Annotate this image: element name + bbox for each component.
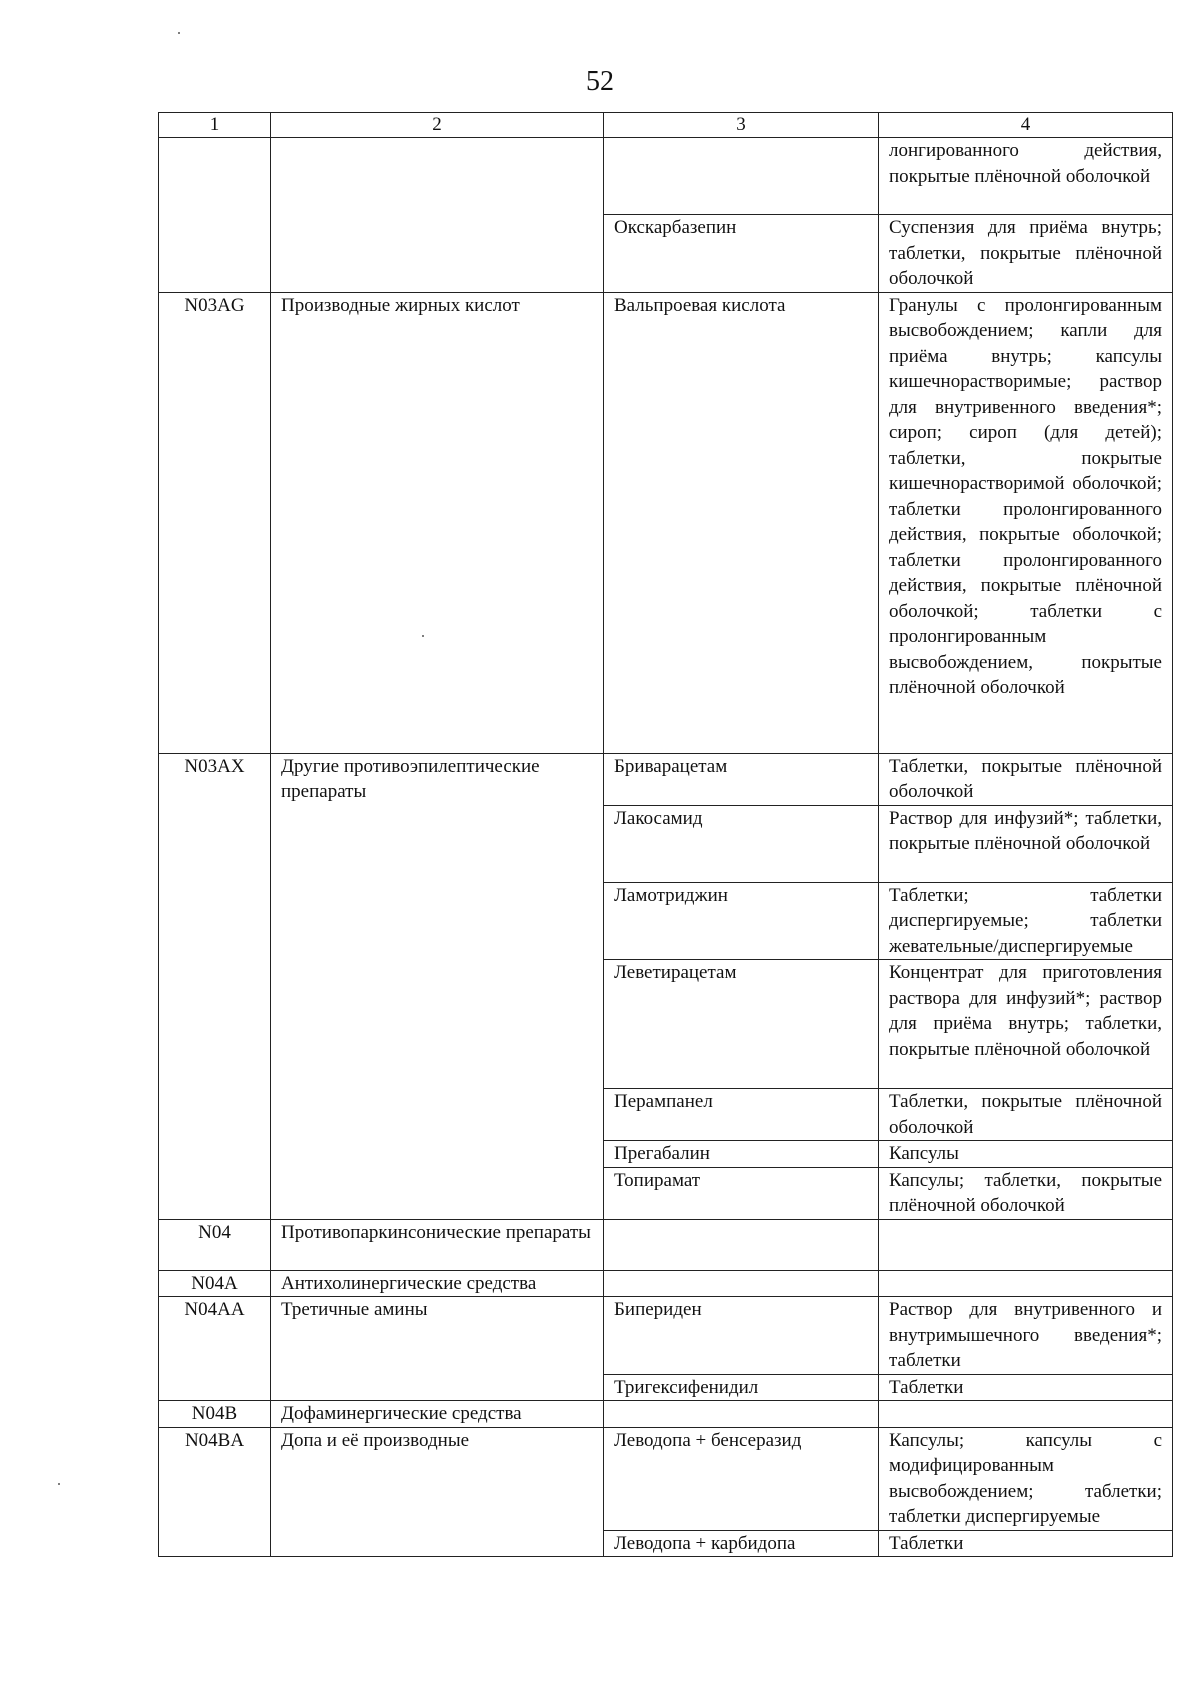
drug-name-cell: Топирамат xyxy=(604,1167,879,1219)
table-row xyxy=(159,138,1173,215)
drug-name-cell: Ламотриджин xyxy=(604,882,879,960)
drug-name-cell: Перампанел xyxy=(604,1089,879,1141)
dosage-form-cell xyxy=(879,1270,1173,1297)
drug-name-cell: Бриварацетам xyxy=(604,753,879,805)
dosage-form-cell: Таблетки xyxy=(879,1530,1173,1557)
drug-name-cell: Вальпроевая кислота xyxy=(604,292,879,753)
atc-code-cell: N04B xyxy=(159,1401,271,1428)
atc-code-cell: N03AG xyxy=(159,292,271,753)
atc-code-cell: N04A xyxy=(159,1270,271,1297)
drug-name-cell xyxy=(604,1401,879,1428)
table-row xyxy=(159,1270,1173,1297)
group-cell: Дофаминергические средства xyxy=(271,1401,604,1428)
group-cell xyxy=(271,138,604,293)
table-row xyxy=(159,1297,1173,1375)
dosage-form-cell: Таблетки xyxy=(879,1374,1173,1401)
dosage-form-cell xyxy=(879,1219,1173,1270)
dosage-form-cell: Раствор для внутривенного и внутримышечного введения*; таблетки xyxy=(879,1297,1173,1375)
drug-name-cell: Прегабалин xyxy=(604,1141,879,1168)
drug-table xyxy=(158,112,1173,1557)
drug-name-cell: Бипериден xyxy=(604,1297,879,1375)
table-header-row xyxy=(159,113,1173,138)
table-row xyxy=(159,753,1173,805)
dosage-form-cell: Таблетки; таблетки диспергируемые; таблетки жевательные/диспергируемые xyxy=(879,882,1173,960)
column-header: 2 xyxy=(271,113,604,138)
dosage-form-cell: Суспензия для приёма внутрь; таблетки, покрытые плёночной оболочкой xyxy=(879,215,1173,293)
column-header: 1 xyxy=(159,113,271,138)
drug-name-cell: Леводопа + карбидопа xyxy=(604,1530,879,1557)
atc-code-cell: N04 xyxy=(159,1219,271,1270)
column-header: 4 xyxy=(879,113,1173,138)
atc-code-cell: N04AA xyxy=(159,1297,271,1401)
dosage-form-cell xyxy=(879,1401,1173,1428)
dosage-form-cell: лонгированного действия, покрытые плёночной оболочкой xyxy=(879,138,1173,215)
atc-code-cell: N04BA xyxy=(159,1427,271,1557)
page-number: 52 xyxy=(586,66,614,97)
drug-name-cell: Лакосамид xyxy=(604,805,879,882)
table-row xyxy=(159,292,1173,753)
scan-speck xyxy=(178,32,180,34)
drug-name-cell: Леветирацетам xyxy=(604,960,879,1089)
group-cell: Противопаркинсонические препараты xyxy=(271,1219,604,1270)
table-row xyxy=(159,1401,1173,1428)
drug-name-cell xyxy=(604,138,879,215)
dosage-form-cell: Капсулы xyxy=(879,1141,1173,1168)
atc-code-cell xyxy=(159,138,271,293)
group-cell: Производные жирных кислот xyxy=(271,292,604,753)
dosage-form-cell: Раствор для инфузий*; таблетки, покрытые плёночной оболочкой xyxy=(879,805,1173,882)
drug-name-cell xyxy=(604,1270,879,1297)
table-row xyxy=(159,1219,1173,1270)
atc-code-cell: N03AX xyxy=(159,753,271,1219)
dosage-form-cell: Капсулы; капсулы с модифицированным высвобождением; таблетки; таблетки диспергируемые xyxy=(879,1427,1173,1530)
dosage-form-cell: Капсулы; таблетки, покрытые плёночной оболочкой xyxy=(879,1167,1173,1219)
group-cell: Допа и её производные xyxy=(271,1427,604,1557)
drug-name-cell: Тригексифенидил xyxy=(604,1374,879,1401)
dosage-form-cell: Таблетки, покрытые плёночной оболочкой xyxy=(879,1089,1173,1141)
drug-name-cell xyxy=(604,1219,879,1270)
dosage-form-cell: Гранулы с пролонгированным высвобождением; капли для приёма внутрь; капсулы кишечнорастворимые; раствор для внутривенного введения*; сироп; сироп (для детей); таблетки, покрытые кишечнорастворимой оболочкой; таблетки пролонгированного действия, покрытые оболочкой; таблетки пролонгированного действия, покрытые плёночной оболочкой; таблетки с пролонгированным высвобождением, покрытые плёночной оболочкой xyxy=(879,292,1173,753)
group-cell: Другие противоэпилептические препараты xyxy=(271,753,604,1219)
group-cell: Третичные амины xyxy=(271,1297,604,1401)
column-header: 3 xyxy=(604,113,879,138)
dosage-form-cell: Концентрат для приготовления раствора для инфузий*; раствор для приёма внутрь; таблетки, покрытые плёночной оболочкой xyxy=(879,960,1173,1089)
drug-name-cell: Окскарбазепин xyxy=(604,215,879,293)
dosage-form-cell: Таблетки, покрытые плёночной оболочкой xyxy=(879,753,1173,805)
scan-speck xyxy=(58,1483,60,1485)
drug-name-cell: Леводопа + бенсеразид xyxy=(604,1427,879,1530)
group-cell: Антихолинергические средства xyxy=(271,1270,604,1297)
scan-speck xyxy=(422,635,424,637)
table-row xyxy=(159,1427,1173,1530)
